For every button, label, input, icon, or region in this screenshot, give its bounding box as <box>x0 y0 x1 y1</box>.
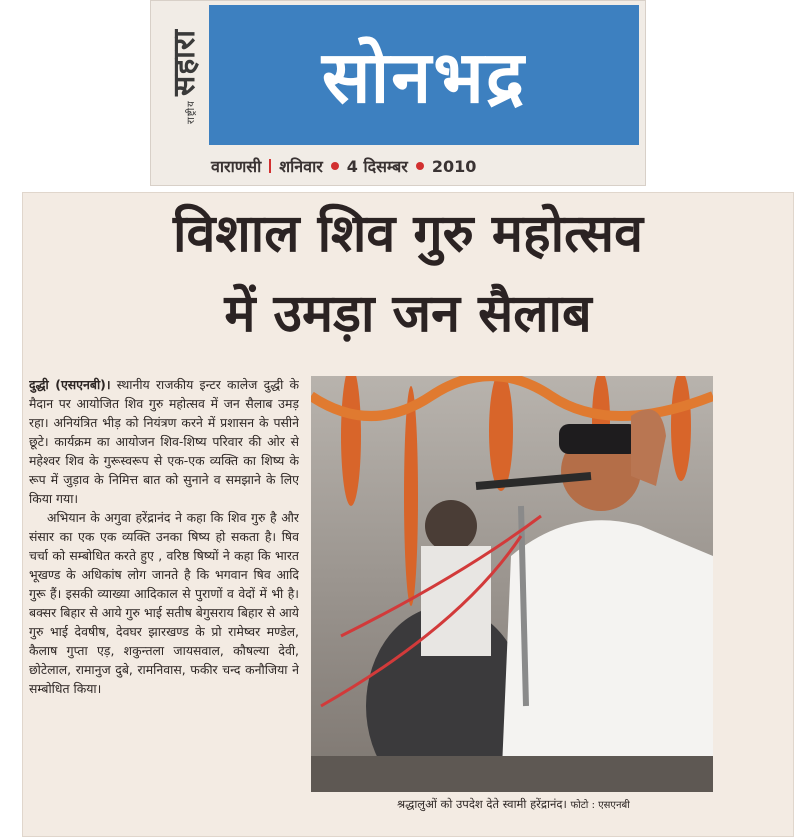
newspaper-brand <box>159 7 205 145</box>
article-dateline: दुद्धी (एसएनबी)। <box>29 377 111 392</box>
headline-line-1: विशाल शिव गुरु महोत्सव <box>173 204 643 264</box>
headline-line-2: में उमड़ा जन सैलाब <box>224 284 592 344</box>
news-photo <box>311 376 713 792</box>
separator-dot <box>331 162 339 170</box>
paragraph-1-text: स्थानीय राजकीय इन्टर कालेज दुद्धी के मैदान पर आयोजित शिव गुरु महोत्सव में जन सैलाब उमड़ रहा। अनियंत्रित भीड़ को नियंत्रण करने में प्रशासन के पसीने छूटे। कार्यक्रम का आयोजन शिव-शिष्य परिवार की ओर से महेश्वर शिव के गुरूस्वरूप से एक-एक व्यक्ति का शिष्य के रूप में जुड़ाव के निमित्त बात को सुनाने व समझाने के लिए किया गया। <box>29 377 299 506</box>
publish-year: 2010 <box>431 156 477 176</box>
paragraph-2: अभियान के अगुवा हरेंद्रानंद ने कहा कि शिव गुरु है और संसार का एक एक व्यक्ति उनका षिष्य हो सकता है। षिव चर्चा को सम्बोधित करते हुए , वरिष्ठ षिष्यों ने कहा कि भारत भूखण्ड के अधिकांष लोग जानते है कि भगवान षिव आदि गुरू हैं। इसकी व्याख्या आदिकाल से पुराणों व वेदों में भी है। बक्सर बिहार से आये गुरु भाई सतीष बेगुसराय बिहार से आये गुरु भाई देवषीष, देवघर झारखण्ड के प्रो रामेष्वर मण्डेल, कैलाष गुप्ता एड़, शकुन्तला जायसवाल, कौषल्या देवी, छोटेलाल, रामानुज दुबे, रामनिवास, फकीर चन्द कनौजिया ने सम्बोधित किया। <box>29 510 299 696</box>
photo-credit: फोटो : एसएनबी <box>570 800 630 811</box>
day-name: शनिवार <box>279 157 323 176</box>
publish-date: 4 दिसम्बर <box>346 157 408 176</box>
caption-text: श्रद्धालुओं को उपदेश देते स्वामी हरेंद्रानंद। <box>397 797 567 811</box>
separator-bar <box>269 159 271 173</box>
paragraph-1 <box>29 375 299 508</box>
brand-text: सहारा <box>166 28 202 96</box>
dateline-bar <box>211 153 631 179</box>
article-clipping <box>22 192 794 837</box>
edition-title: सोनभद्र <box>321 35 527 119</box>
article-body <box>29 375 299 830</box>
brand-small-text: राष्ट्रीय <box>185 99 197 124</box>
photo-caption <box>397 797 737 812</box>
separator-dot <box>416 162 424 170</box>
masthead-clipping <box>150 0 646 186</box>
edition-banner <box>209 5 639 145</box>
city-name: वाराणसी <box>211 157 262 176</box>
